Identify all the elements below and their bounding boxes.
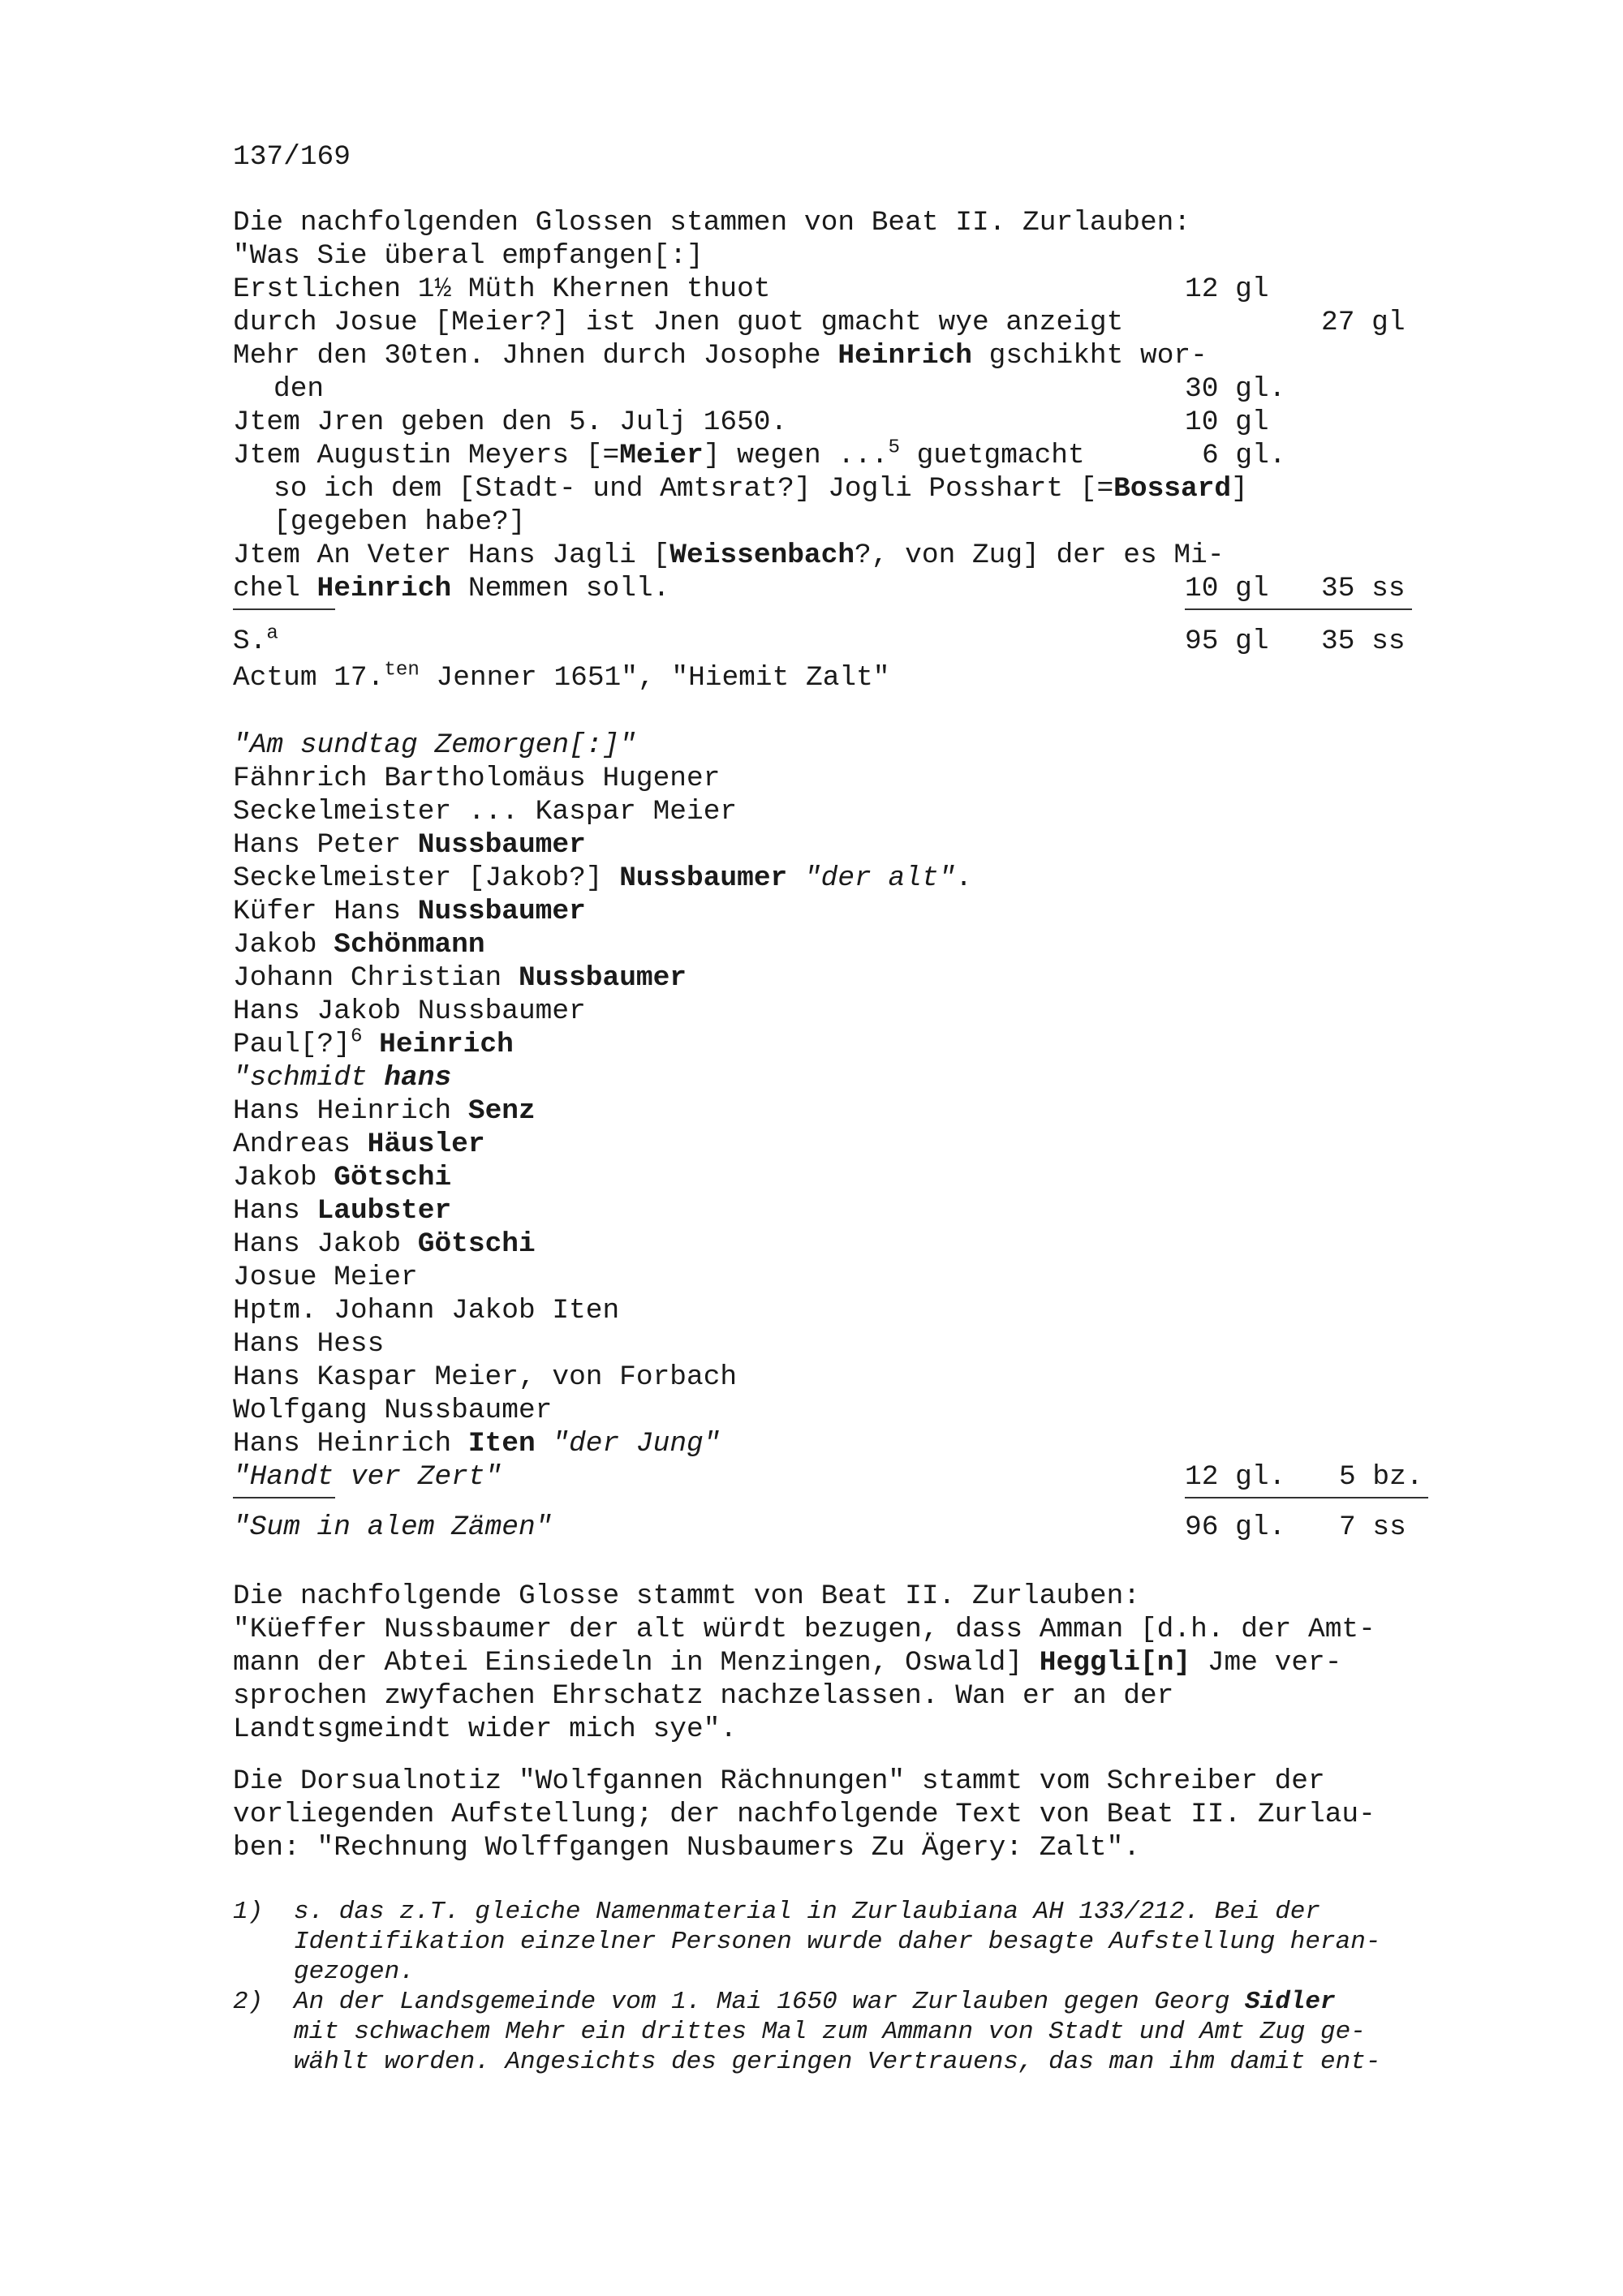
name-entry: Jakob Götschi	[233, 1162, 452, 1193]
name-entry: Hptm. Johann Jakob Iten	[233, 1295, 620, 1326]
underline-rule	[233, 608, 335, 610]
name-entry: Paul[?]$^6$ Heinrich	[233, 1025, 514, 1060]
surname: Heinrich	[837, 340, 972, 372]
ledger-row-continuation: den	[273, 373, 325, 405]
name-entry: Seckelmeister [Jakob?] Nussbaumer "der alt".	[233, 862, 972, 894]
dorsal-line: ben: "Rechnung Wolffgangen Nusbaumers Zu Ägery: Zalt".	[233, 1832, 1140, 1864]
handt-amount-bz: 5 bz.	[1339, 1461, 1423, 1493]
name-entry: Hans Kaspar Meier, von Forbach	[233, 1361, 738, 1393]
surname: Heinrich	[316, 573, 452, 604]
names-heading: "Am sundtag Zemorgen[:]"	[233, 729, 636, 761]
footnote-line: s. das z.T. gleiche Namenmaterial in Zurlaubiana AH 133/212. Bei der	[294, 1898, 1321, 1926]
name-entry: Hans Heinrich Senz	[233, 1095, 536, 1127]
ledger-row-continuation: [gegeben habe?]	[273, 506, 526, 538]
sum-amount-ss: 7 ss	[1339, 1511, 1406, 1543]
footnote-line: Identifikation einzelner Personen wurde daher besagte Aufstellung heran-	[294, 1928, 1381, 1956]
ledger-amount-gl: 27 gl	[1321, 307, 1406, 338]
footnote-line: An der Landsgemeinde vom 1. Mai 1650 war Zurlauben gegen Georg Sidler	[294, 1988, 1336, 2016]
name-entry: Hans Heinrich Iten "der Jung"	[233, 1428, 721, 1460]
ledger-row: Mehr den 30ten. Jhnen durch Josophe Heinrich gschikht wor-	[233, 340, 1208, 372]
gloss-heading: Die nachfolgenden Glossen stammen von Beat II. Zurlauben:	[233, 207, 1191, 239]
ledger-row: durch Josue [Meier?] ist Jnen guot gmacht wye anzeigt	[233, 307, 1124, 338]
underline-rule	[233, 1497, 335, 1498]
ledger-amount-gl: 10 gl	[1185, 573, 1269, 604]
footnote-line: mit schwachem Mehr ein drittes Mal zum Ammann von Stadt und Amt Zug ge-	[294, 2018, 1366, 2046]
actum-line: Actum 17.$^{ten}$ Jenner 1651", "Hiemit Zalt"	[233, 659, 890, 694]
footnote-number: 1)	[233, 1898, 264, 1926]
ledger-amount-gl: 12 gl	[1185, 273, 1269, 305]
footnote-line: wählt worden. Angesichts des geringen Vertrauens, das man ihm damit ent-	[294, 2048, 1381, 2076]
page-reference: 137/169	[233, 141, 351, 173]
handt-amount-gl: 12 gl.	[1185, 1461, 1286, 1493]
name-entry: "schmidt hans	[233, 1062, 452, 1094]
ledger-row: Jtem Jren geben den 5. Julj 1650.	[233, 406, 788, 438]
ledger-row-continuation: so ich dem [Stadt- und Amtsrat?] Jogli Posshart [=Bossard]	[273, 473, 1248, 505]
ledger-row: chel Heinrich Nemmen soll.	[233, 573, 670, 604]
ledger-sum-label: S.$^a$	[233, 622, 278, 657]
handt-line: "Handt ver Zert"	[233, 1461, 502, 1493]
footnote-ref: 5	[888, 436, 900, 459]
ledger-row: Jtem An Veter Hans Jagli [Weissenbach?, von Zug] der es Mi-	[233, 540, 1225, 571]
ledger-sum-gl: 95 gl	[1185, 626, 1269, 657]
ledger-opening: "Was Sie überal empfangen[:]	[233, 240, 704, 272]
ledger-amount-gl: 10 gl	[1185, 406, 1269, 438]
name-entry: Seckelmeister ... Kaspar Meier	[233, 796, 738, 828]
name-entry: Hans Jakob Götschi	[233, 1228, 536, 1260]
gloss2-line: Die nachfolgende Glosse stammt von Beat II. Zurlauben:	[233, 1580, 1140, 1612]
footnote-number: 2)	[233, 1988, 264, 2016]
surname: Meier	[619, 440, 704, 471]
name-entry: Hans Laubster	[233, 1195, 452, 1227]
name-entry: Johann Christian Nussbaumer	[233, 962, 687, 994]
sum-line: "Sum in alem Zämen"	[233, 1511, 553, 1543]
ledger-amount-gl: 30 gl.	[1185, 373, 1286, 405]
sum-rule	[1185, 1497, 1428, 1498]
name-entry: Hans Peter Nussbaumer	[233, 829, 586, 861]
name-entry: Wolfgang Nussbaumer	[233, 1395, 553, 1426]
ledger-row: Jtem Augustin Meyers [=Meier] wegen ...$^5$ guetgmacht	[233, 436, 1085, 471]
ledger-amount-ss: 35 ss	[1321, 573, 1406, 604]
gloss2-line: mann der Abtei Einsiedeln in Menzingen, Oswald] Heggli[n] Jme ver-	[233, 1647, 1342, 1679]
footnote-ref: 6	[350, 1025, 363, 1048]
name-entry: Küfer Hans Nussbaumer	[233, 896, 586, 927]
name-entry: Fähnrich Bartholomäus Hugener	[233, 763, 721, 794]
gloss2-line: Landtsgmeindt wider mich sye".	[233, 1713, 738, 1745]
footnote-line: gezogen.	[294, 1958, 415, 1986]
dorsal-line: Die Dorsualnotiz "Wolfgannen Rächnungen" stammt vom Schreiber der	[233, 1765, 1325, 1797]
name-entry: Andreas Häusler	[233, 1129, 485, 1160]
name-entry: Hans Jakob Nussbaumer	[233, 995, 586, 1027]
name-entry: Josue Meier	[233, 1262, 418, 1293]
sum-amount-gl: 96 gl.	[1185, 1511, 1286, 1543]
surname: Bossard	[1113, 473, 1232, 505]
dorsal-line: vorliegenden Aufstellung; der nachfolgende Text von Beat II. Zurlau-	[233, 1799, 1375, 1830]
ledger-sum-ss: 35 ss	[1321, 626, 1406, 657]
ledger-amount-gl: 6 gl.	[1202, 440, 1286, 471]
surname: Weissenbach	[669, 540, 855, 571]
gloss2-line: "Küeffer Nussbaumer der alt würdt bezugen, dass Amman [d.h. der Amt-	[233, 1614, 1375, 1645]
name-entry: Hans Hess	[233, 1328, 385, 1360]
sum-rule	[1185, 608, 1412, 610]
name-entry: Jakob Schönmann	[233, 929, 485, 961]
ledger-row: Erstlichen 1½ Müth Khernen thuot	[233, 273, 771, 305]
gloss2-line: sprochen zwyfachen Ehrschatz nachzelassen. Wan er an der	[233, 1680, 1174, 1712]
